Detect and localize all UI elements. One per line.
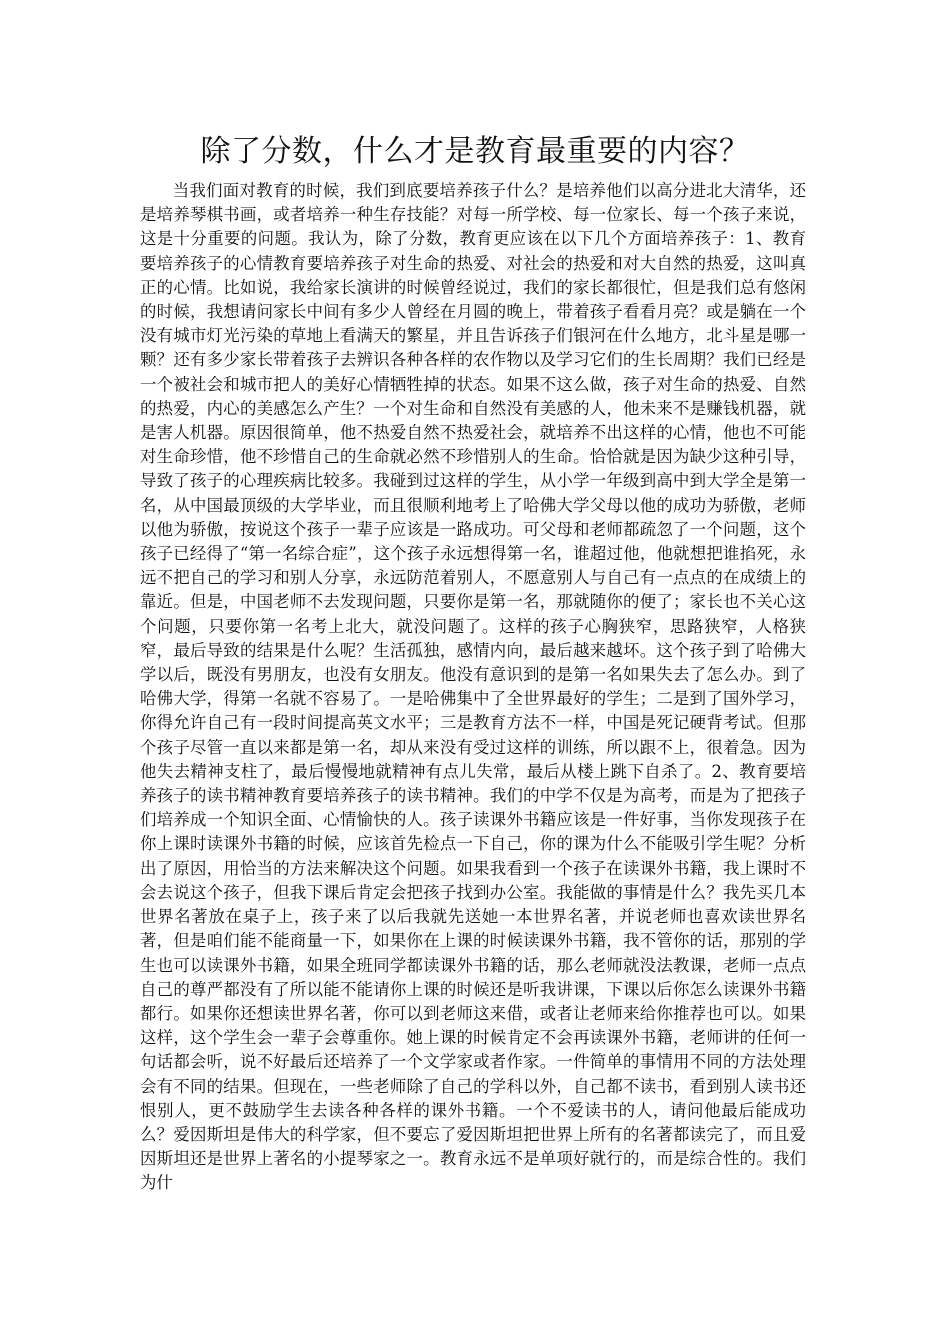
document-title: 除了分数，什么才是教育最重要的内容？	[200, 134, 750, 169]
document-body-paragraph: 当我们面对教育的时候，我们到底要培养孩子什么？是培养他们以高分进北大清华，还是培养琴棋书画，或者培养一种生存技能？对每一所学校、每一位家长、每一个孩子来说，这是十分重要的问题。我认为，除了分数，教育更应该在以下几个方面培养孩子：1、教育要培养孩子的心情教育要培养孩子对生命的热爱、对社会的热爱和对大自然的热爱，这叫真正的心情。比如说，我给家长演讲的时候曾经说过，我们的家长都很忙，但是我们总有悠闲的时候，我想请问家长中间有多少人曾经在月圆的晚上，带着孩子看看月亮？或是躺在一个没有城市灯光污染的草地上看满天的繁星，并且告诉孩子们银河在什么地方，北斗星是哪一颗？还有多少家长带着孩子去辨识各种各样的农作物以及学习它们的生长周期？我们已经是一个被社会和城市把人的美好心情牺牲掉的状态。如果不这么做，孩子对生命的热爱、自然的热爱，内心的美感怎么产生？一个对生命和自然没有美感的人，他未来不是赚钱机器，就是害人机器。原因很简单，他不热爱自然不热爱社会，就培养不出这样的心情，他也不可能对生命珍惜，他不珍惜自己的生命就必然不珍惜别人的生命。恰恰就是因为缺少这种引导，导致了孩子的心理疾病比较多。我碰到过这样的学生，从小学一年级到高中到大学全是第一名，从中国最顶级的大学毕业，而且很顺利地考上了哈佛大学父母以他的成功为骄傲，老师以他为骄傲，按说这个孩子一辈子应该是一路成功。可父母和老师都疏忽了一个问题，这个孩子已经得了“第一名综合症”，这个孩子永远想得第一名，谁超过他，他就想把谁掐死，永远不把自己的学习和别人分享，永远防范着别人，不愿意别人与自己有一点点的在成绩上的靠近。但是，中国老师不去发现问题，只要你是第一名，那就随你的便了；家长也不关心这个问题，只要你第一名考上北大，就没问题了。这样的孩子心胸狭窄，思路狭窄，人格狭窄，最后导致的结果是什么呢？生活孤独，感情内向，最后越来越坏。这个孩子到了哈佛大学以后，既没有男朋友，也没有女朋友。他没有意识到的是第一名如果失去了怎么办。到了哈佛大学，得第一名就不容易了。一是哈佛集中了全世界最好的学生；二是到了国外学习，你得允许自己有一段时间提高英文水平；三是教育方法不一样，中国是死记硬背考试。但那个孩子尽管一直以来都是第一名，却从来没有受过这样的训练，所以跟不上，很着急。因为他失去精神支柱了，最后慢慢地就精神有点儿失常，最后从楼上跳下自杀了。2、教育要培养孩子的读书精神教育要培养孩子的读书精神。我们的中学不仅是为高考，而是为了把孩子们培养成一个知识全面、心情愉快的人。孩子读课外书籍应该是一件好事，当你发现孩子在你上课时读课外书籍的时候，应该首先检点一下自己，你的课为什么不能吸引学生呢？分析出了原因，用恰当的方法来解决这个问题。如果我看到一个孩子在读课外书籍，我上课时不会去说这个孩子，但我下课后肯定会把孩子找到办公室。我能做的事情是什么？我先买几本世界名著放在桌子上，孩子来了以后我就先送她一本世界名著，并说老师也喜欢读世界名著，但是咱们能不能商量一下，如果你在上课的时候读课外书籍，我不管你的话，那别的学生也可以读课外书籍，如果全班同学都读课外书籍的话，那么老师就没法教课，老师一点点自己的尊严都没有了所以能不能请你上课的时候还是听我讲课，下课以后你怎么读课外书籍都行。如果你还想读世界名著，你可以到老师这来借，或者让老师来给你推荐也可以。如果这样，这个学生会一辈子会尊重你。她上课的时候肯定不会再读课外书籍，老师讲的任何一句话都会听，说不好最后还培养了一个文学家或者作家。一件简单的事情用不同的方法处理会有不同的结果。但现在，一些老师除了自己的学科以外，自己都不读书，看到别人读书还恨别人，更不鼓励学生去读各种各样的课外书籍。一个不爱读书的人，请问他最后能成功么？爱因斯坦是伟大的科学家，但不要忘了爱因斯坦把世界上所有的名著都读完了，而且爱因斯坦还是世界上著名的小提琴家之一。教育永远不是单项好就行的，而是综合性的。我们为什	[140, 181, 806, 1193]
